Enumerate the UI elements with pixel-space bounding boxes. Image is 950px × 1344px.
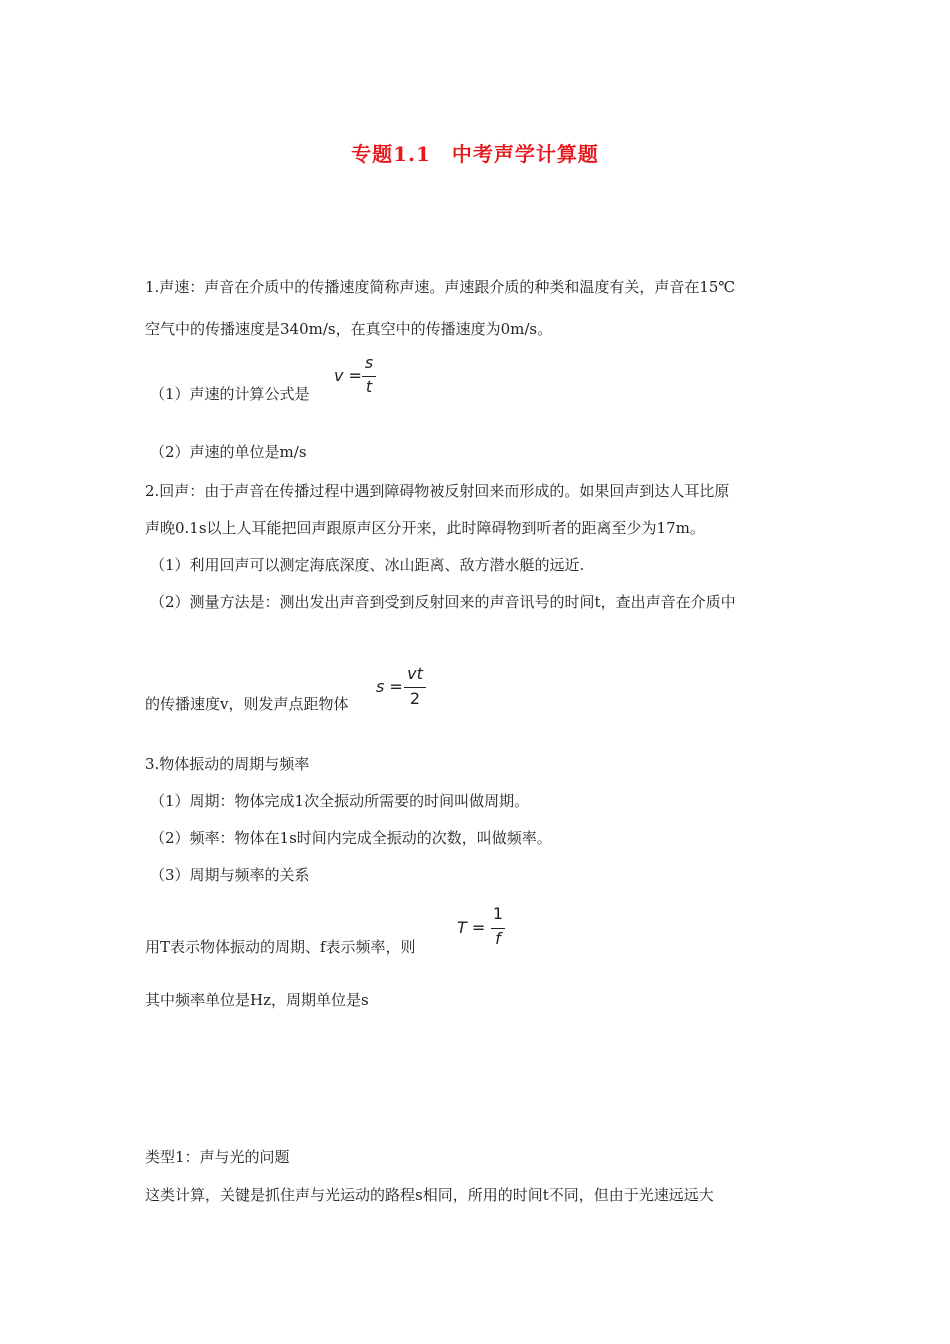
period-formula-label: 用T表示物体振动的周期、f表示频率，则	[145, 938, 416, 956]
units-text: 其中频率单位是Hz，周期单位是s	[145, 991, 369, 1009]
period-formula	[457, 904, 517, 954]
distance-formula-denominator: 2	[409, 689, 421, 708]
period-formula-lhs: T =	[457, 918, 486, 937]
distance-formula-lhs: s =	[376, 677, 403, 696]
period-formula-denominator: f	[495, 929, 501, 948]
speed-formula-lhs: v =	[334, 366, 362, 385]
paragraph-echo-2: 声晚0.1s以上人耳能把回声跟原声区分开来，此时障碍物到听者的距离至少为17m。	[145, 519, 705, 537]
section-vibration-heading: 3.物体振动的周期与频率	[145, 755, 310, 773]
type-1-heading: 类型1：声与光的问题	[145, 1148, 290, 1166]
distance-formula-bar	[404, 687, 426, 688]
period-frequency-relation: （3）周期与频率的关系	[150, 866, 310, 884]
period-formula-numerator: 1	[492, 904, 504, 923]
paragraph-sound-speed-1: 1.声速：声音在介质中的传播速度简称声速。声速跟介质的种类和温度有关，声音在15℃	[145, 278, 736, 296]
speed-formula-label: （1）声速的计算公式是	[150, 385, 310, 403]
paragraph-sound-speed-2: 空气中的传播速度是340m/s，在真空中的传播速度为0m/s。	[145, 320, 553, 338]
page-title: 专题1.1 中考声学计算题	[351, 142, 599, 166]
type-1-paragraph: 这类计算，关键是抓住声与光运动的路程s相同，所用的时间t不同，但由于光速远远大	[145, 1186, 714, 1204]
speed-unit-text: （2）声速的单位是m/s	[150, 443, 307, 461]
echo-use-text: （1）利用回声可以测定海底深度、冰山距离、敌方潜水艇的远近.	[150, 556, 585, 574]
paragraph-echo-1: 2.回声：由于声音在传播过程中遇到障碍物被反射回来而形成的。如果回声到达人耳比原	[145, 482, 730, 500]
speed-formula-numerator: s	[364, 353, 374, 372]
speed-formula-denominator: t	[365, 377, 373, 396]
speed-formula	[334, 354, 384, 400]
echo-method-text: （2）测量方法是：测出发出声音到受到反射回来的声音讯号的时间t，查出声音在介质中	[150, 593, 736, 611]
echo-method-continued: 的传播速度v，则发声点距物体	[145, 695, 349, 713]
frequency-definition: （2）频率：物体在1s时间内完成全振动的次数，叫做频率。	[150, 829, 552, 847]
distance-formula	[376, 664, 436, 712]
distance-formula-numerator: vt	[407, 664, 423, 683]
period-definition: （1）周期：物体完成1次全振动所需要的时间叫做周期。	[150, 792, 530, 810]
